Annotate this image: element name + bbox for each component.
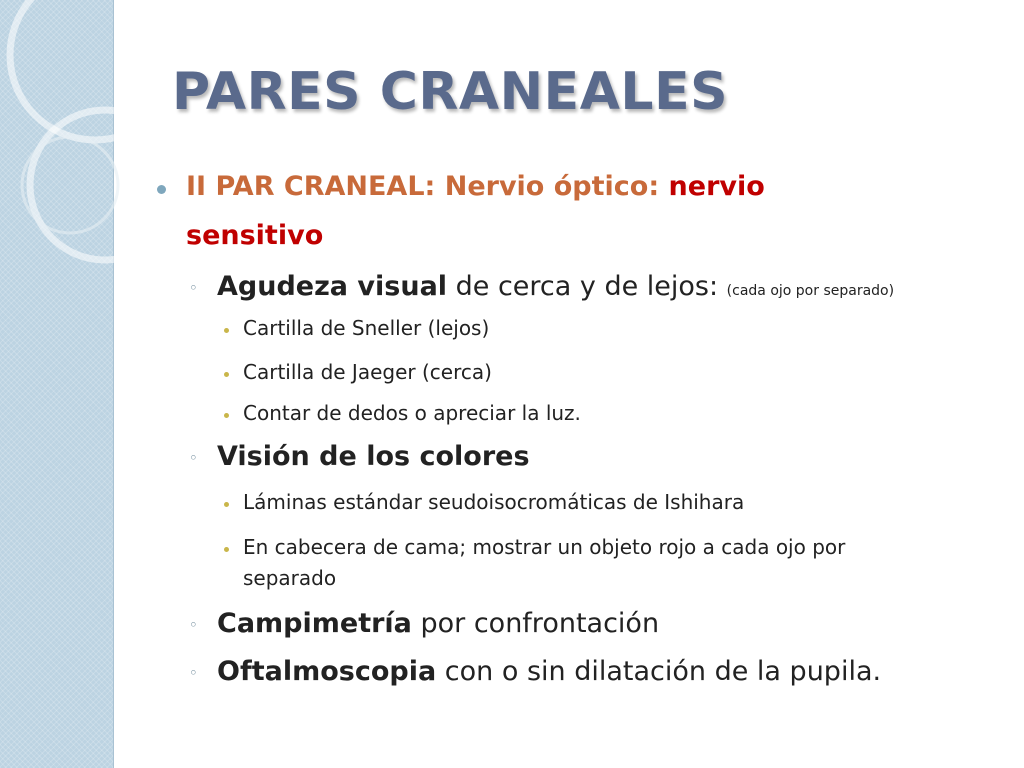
level2-bullet: ◦: [189, 664, 198, 682]
list-item-dedos: Contar de dedos o apreciar la luz.: [243, 401, 581, 425]
level3-bullet: [224, 328, 229, 333]
item-bold: Oftalmoscopia: [217, 656, 437, 687]
list-item-jaeger: Cartilla de Jaeger (cerca): [243, 360, 492, 384]
level1-bullet: [157, 185, 166, 194]
list-item-agudeza: [217, 271, 894, 302]
page-title: PARES CRANEALES: [172, 62, 729, 122]
heading-accent-line2: sensitivo: [186, 220, 324, 251]
level3-bullet: [224, 502, 229, 507]
item-text: con o sin dilatación de la pupila.: [436, 656, 882, 687]
item-bold: Campimetría: [217, 608, 412, 639]
item-text: de cerca y de lejos:: [447, 271, 727, 302]
level3-bullet: [224, 547, 229, 552]
level3-bullet: [224, 372, 229, 377]
heading-part1: II PAR CRANEAL: Nervio óptico:: [186, 171, 669, 202]
level2-bullet: ◦: [189, 616, 198, 634]
item-note: (cada ojo por separado): [726, 283, 895, 299]
level2-bullet: ◦: [189, 279, 198, 297]
list-item-cabecera-line2: separado: [243, 566, 337, 590]
item-bold: Visión de los colores: [217, 441, 530, 472]
list-item-campimetria: [217, 608, 659, 639]
list-item-vision: [217, 441, 530, 472]
level3-bullet: [224, 413, 229, 418]
heading-line1: [186, 171, 765, 202]
heading-accent-line1: nervio: [668, 171, 765, 202]
item-text: por confrontación: [411, 608, 660, 639]
list-item-oftalmoscopia: [217, 656, 881, 687]
list-item-cabecera-line1: En cabecera de cama; mostrar un objeto rojo a cada ojo por: [243, 535, 846, 559]
level2-bullet: ◦: [189, 449, 198, 467]
item-bold: Agudeza visual: [217, 271, 448, 302]
list-item-ishihara: Láminas estándar seudoisocromáticas de Ishihara: [243, 490, 745, 514]
list-item-sneller: Cartilla de Sneller (lejos): [243, 316, 490, 340]
heading-line2: [186, 220, 323, 251]
